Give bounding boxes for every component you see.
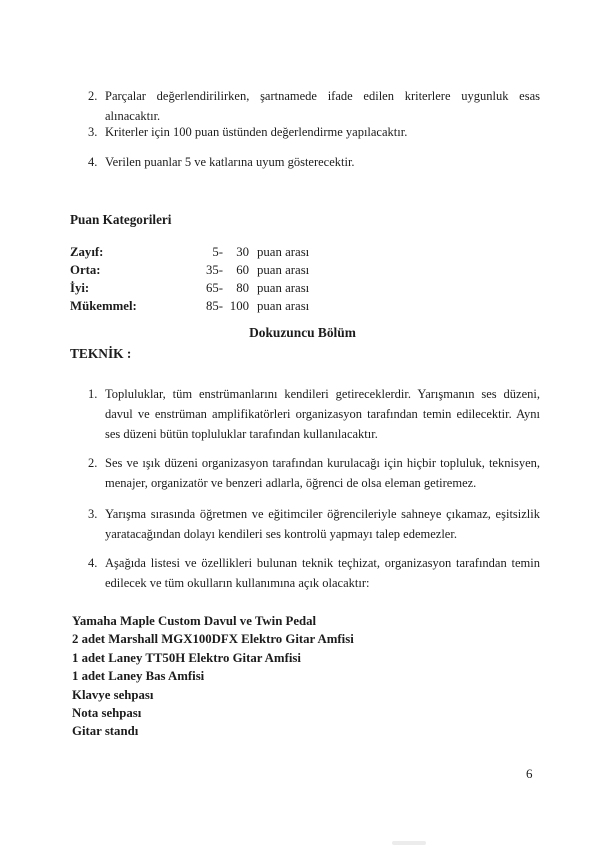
score-range-to: 60 bbox=[236, 263, 249, 277]
score-range-from: 5- bbox=[212, 245, 223, 259]
item-number: 4. bbox=[88, 556, 98, 570]
equipment-item: Yamaha Maple Custom Davul ve Twin Pedal bbox=[72, 614, 317, 628]
equipment-list bbox=[72, 612, 354, 741]
item-text: Verilen puanlar 5 ve katlarına uyum gösterecektir. bbox=[105, 155, 355, 169]
score-range-to: 100 bbox=[229, 299, 249, 313]
score-row bbox=[70, 279, 309, 297]
score-row bbox=[70, 297, 309, 315]
score-suffix: puan arası bbox=[257, 281, 310, 295]
item-text: Ses ve ışık düzeni organizasyon tarafından kurulacağı için hiçbir topluluk, teknisyen, menajer, organizatör ve benzeri adlarla, öğrenci de olsa eleman getiremez. bbox=[105, 456, 540, 490]
section-heading-teknik: TEKNİK : bbox=[70, 346, 132, 361]
equipment-item: Klavye sehpası bbox=[72, 687, 154, 702]
item-number: 3. bbox=[88, 507, 98, 521]
teknik-list-item bbox=[88, 553, 540, 593]
score-suffix: puan arası bbox=[257, 245, 310, 259]
score-row bbox=[70, 261, 309, 279]
item-number: 2. bbox=[88, 89, 98, 103]
equipment-item: 2 adet Marshall MGX100DFX Elektro Gitar Amfisi bbox=[72, 632, 354, 647]
criteria-list-item bbox=[88, 122, 540, 142]
score-categories-heading: Puan Kategorileri bbox=[70, 212, 172, 227]
score-suffix: puan arası bbox=[257, 299, 310, 313]
score-range-to: 80 bbox=[236, 281, 249, 295]
page-number: 6 bbox=[526, 766, 533, 781]
score-label: Mükemmel: bbox=[70, 299, 137, 313]
item-text: Yarışma sırasında öğretmen ve eğitimciler öğrencileriyle sahneye çıkamaz, eşitsizlik yaratacağından dolayı kendileri ses kontrolü yapmayı talep edemezler. bbox=[105, 507, 540, 541]
equipment-item: 1 adet Laney Bas Amfisi bbox=[72, 669, 205, 684]
equipment-item: Gitar standı bbox=[72, 724, 139, 739]
equipment-item: Nota sehpası bbox=[72, 706, 142, 721]
item-text: Parçalar değerlendirilirken, şartnamede ifade edilen kriterlere uygunluk esas alınacaktır. bbox=[105, 89, 540, 123]
teknik-list-item bbox=[88, 384, 540, 444]
teknik-list-item bbox=[88, 453, 540, 493]
teknik-list-item bbox=[88, 504, 540, 544]
item-text: Topluluklar, tüm enstrümanlarını kendileri getireceklerdir. Yarışmanın ses düzeni, davul ve enstrüman amplifikatörleri organizasyon tarafından temin edilecektir. Aynı ses düzeni bütün topluluklar tarafından kullanılacaktır. bbox=[105, 387, 540, 441]
item-number: 3. bbox=[88, 125, 98, 139]
score-label: İyi: bbox=[70, 281, 90, 295]
criteria-list-item bbox=[88, 152, 540, 172]
criteria-list-item bbox=[88, 86, 540, 126]
item-number: 2. bbox=[88, 456, 98, 470]
score-label: Orta: bbox=[70, 263, 101, 277]
item-text: Aşağıda listesi ve özellikleri bulunan teknik teçhizat, organizasyon tarafından temin edilecek ve tüm okulların kullanımına açık olacaktır: bbox=[105, 556, 540, 590]
score-suffix: puan arası bbox=[257, 263, 310, 277]
score-row bbox=[70, 243, 309, 261]
score-range-from: 85- bbox=[205, 299, 223, 313]
item-number: 4. bbox=[88, 155, 98, 169]
score-range-from: 35- bbox=[205, 263, 223, 277]
score-range-to: 30 bbox=[236, 245, 249, 259]
item-number: 1. bbox=[88, 387, 98, 401]
score-label: Zayıf: bbox=[70, 245, 104, 259]
item-text: Kriterler için 100 puan üstünden değerlendirme yapılacaktır. bbox=[105, 125, 408, 139]
equipment-item: 1 adet Laney TT50H Elektro Gitar Amfisi bbox=[72, 650, 301, 665]
score-categories-table bbox=[70, 243, 309, 315]
score-range-from: 65- bbox=[205, 281, 223, 295]
chapter-title: Dokuzuncu Bölüm bbox=[249, 325, 356, 340]
scan-artifact bbox=[392, 841, 426, 845]
